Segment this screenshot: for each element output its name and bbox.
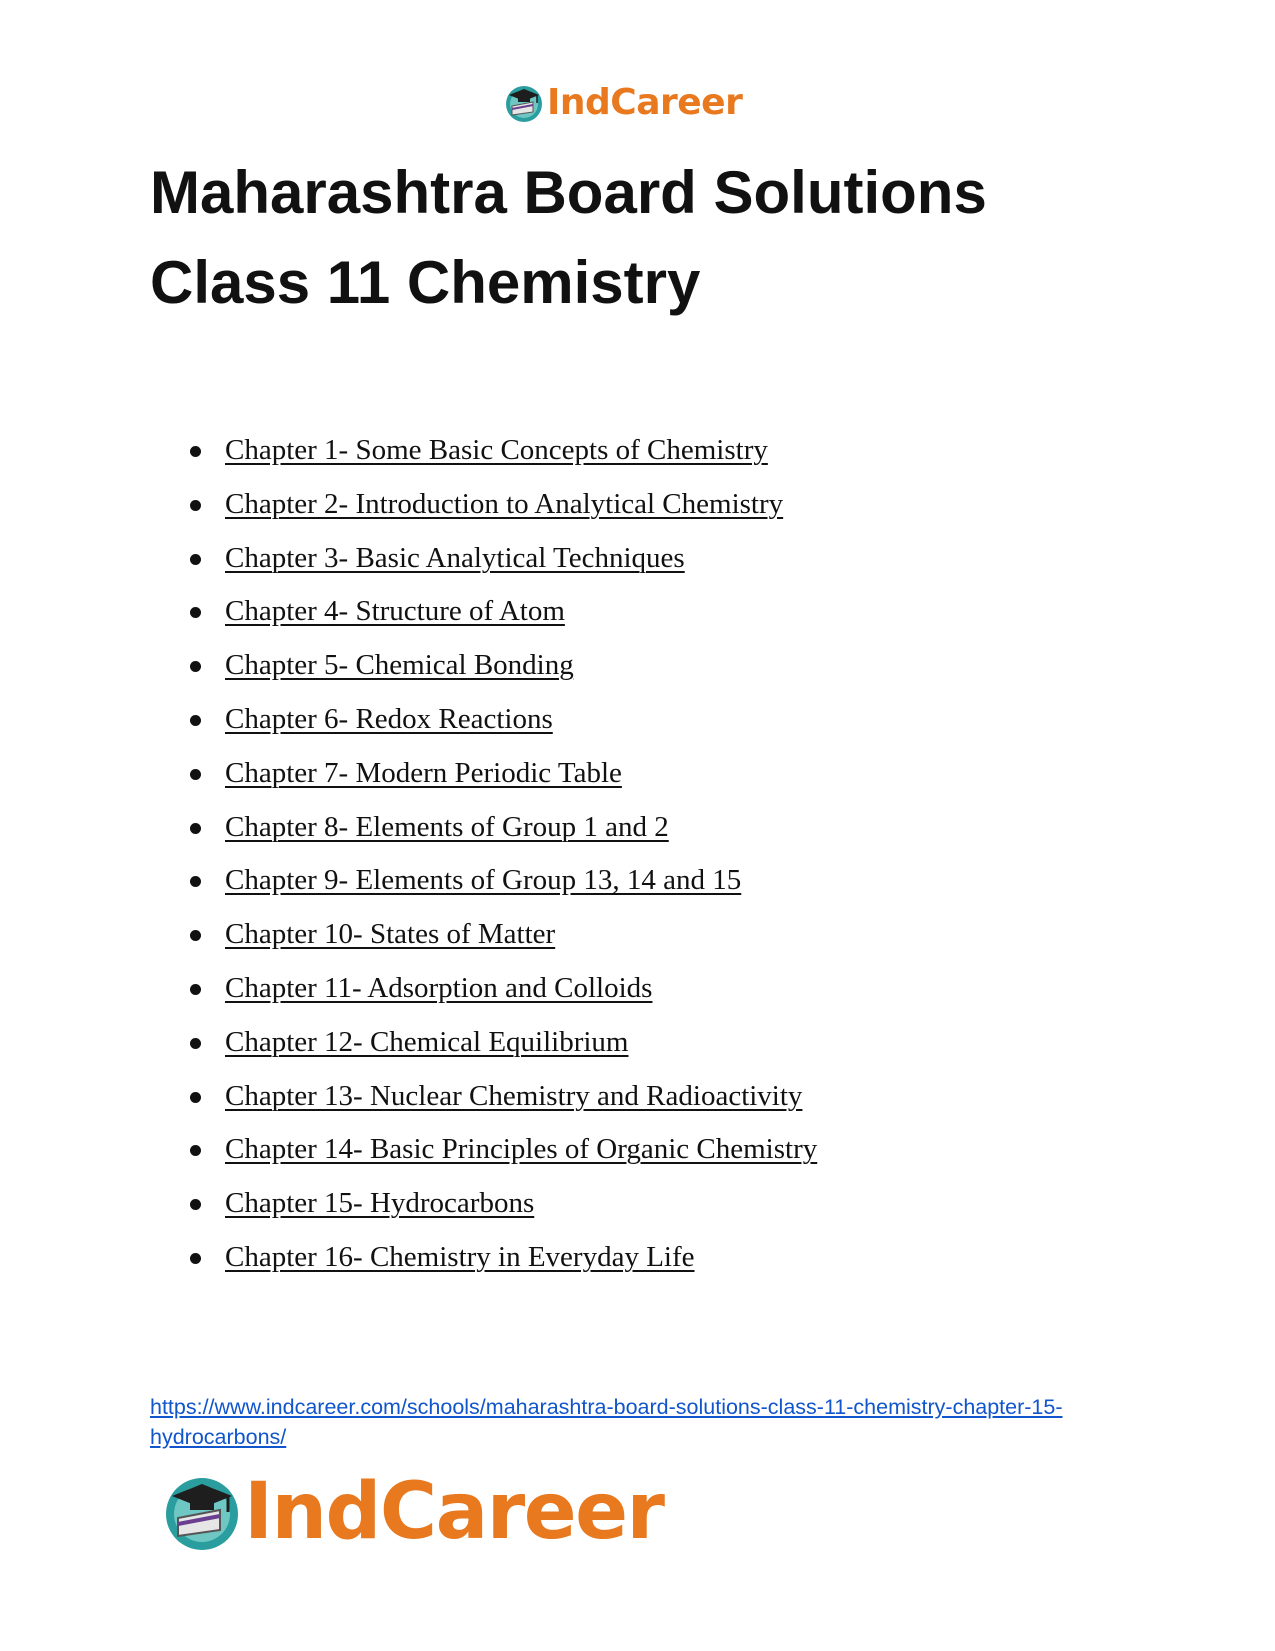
header-logo bbox=[503, 80, 742, 126]
chapter-list-item bbox=[150, 801, 817, 855]
bullet-icon bbox=[190, 1253, 201, 1264]
chapter-list-item bbox=[150, 1016, 817, 1070]
chapter-list-item bbox=[150, 478, 817, 532]
chapter-list-item bbox=[150, 1231, 817, 1285]
bullet-icon bbox=[190, 554, 201, 565]
page-title bbox=[150, 148, 1150, 328]
chapter-link[interactable]: Chapter 3- Basic Analytical Techniques bbox=[225, 541, 685, 574]
chapter-list-item bbox=[150, 532, 817, 586]
chapter-link[interactable]: Chapter 5- Chemical Bonding bbox=[225, 649, 574, 682]
bullet-icon bbox=[190, 930, 201, 941]
chapter-link[interactable]: Chapter 7- Modern Periodic Table bbox=[225, 756, 622, 789]
chapter-list-item bbox=[150, 747, 817, 801]
bullet-icon bbox=[190, 446, 201, 457]
logo-text: IndCareer bbox=[547, 82, 743, 123]
source-url-link[interactable]: https://www.indcareer.com/schools/maharashtra-board-solutions-class-11-chemistry-chapter-15-hydrocarbons/ bbox=[150, 1395, 1063, 1449]
chapter-list-item bbox=[150, 424, 817, 478]
chapter-link[interactable]: Chapter 6- Redox Reactions bbox=[225, 702, 553, 735]
chapter-link[interactable]: Chapter 2- Introduction to Analytical Chemistry bbox=[225, 487, 784, 520]
chapter-list-item bbox=[150, 693, 817, 747]
bullet-icon bbox=[190, 876, 201, 887]
chapter-list-item bbox=[150, 585, 817, 639]
chapter-list-item bbox=[150, 639, 817, 693]
title-line-2: Class 11 Chemistry bbox=[150, 249, 701, 316]
bullet-icon bbox=[190, 1038, 201, 1049]
footer-logo bbox=[160, 1462, 664, 1562]
chapter-list bbox=[150, 424, 817, 1285]
chapter-list-item bbox=[150, 1070, 817, 1124]
chapter-link[interactable]: Chapter 8- Elements of Group 1 and 2 bbox=[225, 810, 669, 843]
chapter-list-item bbox=[150, 854, 817, 908]
bullet-icon bbox=[190, 769, 201, 780]
bullet-icon bbox=[190, 1145, 201, 1156]
chapter-link[interactable]: Chapter 11- Adsorption and Colloids bbox=[225, 971, 653, 1004]
bullet-icon bbox=[190, 500, 201, 511]
chapter-list-item bbox=[150, 962, 817, 1016]
bullet-icon bbox=[190, 823, 201, 834]
graduation-cap-icon bbox=[160, 1470, 244, 1554]
bullet-icon bbox=[190, 607, 201, 618]
chapter-link[interactable]: Chapter 12- Chemical Equilibrium bbox=[225, 1025, 629, 1058]
chapter-link[interactable]: Chapter 13- Nuclear Chemistry and Radioactivity bbox=[225, 1079, 803, 1112]
bullet-icon bbox=[190, 1092, 201, 1103]
bullet-icon bbox=[190, 984, 201, 995]
chapter-link[interactable]: Chapter 15- Hydrocarbons bbox=[225, 1187, 535, 1220]
chapter-link[interactable]: Chapter 9- Elements of Group 13, 14 and 15 bbox=[225, 864, 742, 897]
chapter-link[interactable]: Chapter 4- Structure of Atom bbox=[225, 595, 565, 628]
chapter-link[interactable]: Chapter 10- States of Matter bbox=[225, 918, 556, 951]
title-line-1: Maharashtra Board Solutions bbox=[150, 159, 987, 226]
bullet-icon bbox=[190, 1199, 201, 1210]
bullet-icon bbox=[190, 715, 201, 726]
chapter-list-item bbox=[150, 1177, 817, 1231]
chapter-list-item bbox=[150, 1123, 817, 1177]
graduation-cap-icon bbox=[503, 82, 545, 124]
chapter-link[interactable]: Chapter 1- Some Basic Concepts of Chemistry bbox=[225, 434, 768, 466]
chapter-link[interactable]: Chapter 14- Basic Principles of Organic Chemistry bbox=[225, 1133, 818, 1166]
logo-text: IndCareer bbox=[244, 1467, 664, 1557]
bullet-icon bbox=[190, 661, 201, 672]
chapter-list-item bbox=[150, 908, 817, 962]
chapter-link[interactable]: Chapter 16- Chemistry in Everyday Life bbox=[225, 1240, 695, 1273]
